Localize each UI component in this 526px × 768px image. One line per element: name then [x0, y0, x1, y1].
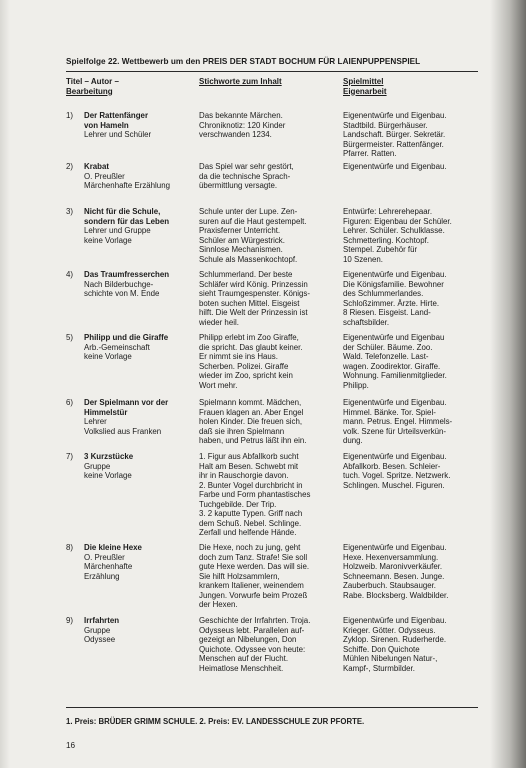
entry-notes-line: wieder heil.	[199, 317, 239, 327]
prize-footer: 1. Preis: BRÜDER GRIMM SCHULE. 2. Preis: EV. LANDESSCHULE ZUR PFORTE.	[66, 717, 365, 726]
entry-means-line: mann. Petrus. Engel. Himmels-	[343, 417, 453, 426]
entry-means-line: Krieger. Götter. Odysseus.	[343, 625, 436, 635]
entry-notes-line: Halt am Besen. Schwebt mit	[199, 461, 299, 471]
entry-means-line: Hexe. Hexenversammlung.	[343, 552, 439, 562]
entry-means-line: Eigenentwürfe und Eigenbau.	[343, 452, 447, 461]
entry-title-line: Das Traumfresserchen	[84, 270, 170, 279]
entry-notes	[199, 333, 337, 390]
entry-notes-line: übermittlung versagte.	[199, 181, 278, 190]
entry-notes	[199, 270, 337, 327]
entry-means-line: dung.	[343, 436, 363, 445]
entry-means-line: Philipp.	[343, 380, 369, 390]
entry-notes-line: suren auf die Haut gestempelt.	[199, 216, 307, 226]
entry-notes-line: Tuchgebilde. Der Trip.	[199, 499, 277, 509]
entry-notes-line: Das Spiel war sehr gestört,	[199, 162, 294, 171]
entry-author-line: Märchenhafte Erzählung	[84, 181, 170, 190]
entry-notes-line: da die technische Sprach-	[199, 171, 291, 181]
entry-notes-line: Geschichte der Irrfahrten. Troja.	[199, 616, 311, 625]
entry-title-author	[84, 111, 199, 140]
entry-means-line: Bürgermeister. Rattenfänger.	[343, 139, 444, 149]
entry-notes-line: boten suchen Mittel. Eisgeist	[199, 298, 300, 308]
page-number: 16	[66, 741, 76, 750]
entry-notes-line: Chroniknotiz: 120 Kinder	[199, 120, 286, 130]
entry-means-line: Mühlen Nibelungen Natur-,	[343, 654, 438, 663]
entry-means-line: Stadtbild. Bürgerhäuser.	[343, 120, 428, 130]
entry-notes-line: Odysseus lebt. Parallelen auf-	[199, 625, 305, 635]
entry-notes-line: dem Schuß. Nebel. Schlinge.	[199, 518, 302, 528]
entry-notes-line: daß sie ihren Spielmann	[199, 426, 285, 436]
entry-notes	[199, 111, 337, 140]
entry-notes-line: Praxisferner Unterricht.	[199, 226, 281, 235]
column-header-title-line1: Titel – Autor –	[66, 77, 119, 86]
entry-notes-line: 2. Bunter Vogel durchbricht in	[199, 480, 303, 490]
entry-title-line: sondern für das Leben	[84, 216, 170, 226]
entry-means-line: schaftsbilder.	[343, 317, 390, 327]
entry-author-line: Arb.-Gemeinschaft	[84, 342, 150, 352]
entry-means	[343, 270, 479, 327]
entry-notes-line: Zerfall und helfende Hände.	[199, 528, 297, 537]
entry-means-line: Stempel. Zubehör für	[343, 245, 418, 254]
entry-notes-line: gute Hexe werden. Das will sie.	[199, 562, 310, 571]
entry-author-line: O. Preußler	[84, 171, 125, 181]
entry-notes-line: die spricht. Das glaubt keiner.	[199, 342, 303, 352]
entry-notes-line: 1. Figur aus Abfallkorb sucht	[199, 452, 299, 461]
entry-means-line: Zauberbuch. Staubsauger.	[343, 581, 436, 590]
entry-notes-line: Scherben. Polizei. Giraffe	[199, 361, 289, 371]
entry-means	[343, 543, 479, 600]
entry-number: 3)	[66, 207, 74, 216]
entry-title-author	[84, 543, 199, 581]
entry-means-line: Holzweib. Maronivverkäufer.	[343, 562, 443, 571]
entry-means-line: Schmetterling. Kochtopf.	[343, 235, 429, 245]
entry-title-author	[84, 270, 199, 299]
heading-rule	[66, 71, 478, 72]
entry-author-line: keine Vorlage	[84, 235, 132, 245]
entry-notes-line: Menschen auf der Flucht.	[199, 654, 289, 663]
entry-notes-line: gezeigt an Nibelungen, Don	[199, 635, 297, 644]
entry-author-line: Odyssee	[84, 635, 116, 644]
entry-notes-line: wieder im Zoo, spricht kein	[199, 371, 293, 380]
entry-notes	[199, 162, 337, 191]
entry-means-line: Rabe. Blocksberg. Waldbilder.	[343, 590, 449, 600]
entry-notes-line: Schüler am Würgestrick.	[199, 235, 285, 245]
entry-means-line: Himmel. Bänke. Tor. Spiel-	[343, 407, 436, 417]
entry-number: 7)	[66, 452, 74, 461]
column-header-means-line1: Spielmittel	[343, 77, 384, 86]
entry-title-line: von Hameln	[84, 120, 129, 130]
entry-notes-line: der Hexen.	[199, 600, 238, 609]
entry-title-author	[84, 452, 199, 481]
entry-means-line: Eigenentwürfe und Eigenbau.	[343, 162, 447, 171]
entry-notes-line: Jungen. Vorwurfe beim Prozeß	[199, 590, 308, 600]
entry-means-line: Eigenentwürfe und Eigenbau.	[343, 616, 447, 625]
entry-means-line: Kampf-, Sturmbilder.	[343, 663, 415, 673]
entry-means-line: Figuren: Eigenbau der Schüler.	[343, 216, 452, 226]
entry-means-line: Schlingen. Muschel. Figuren.	[343, 480, 445, 490]
entry-title-line: Der Spielmann vor der	[84, 398, 169, 407]
entry-means	[343, 162, 479, 172]
entry-notes-line: ihr in Rauschorgie davon.	[199, 471, 289, 480]
entry-notes-line: Schlummerland. Der beste	[199, 270, 293, 279]
entry-means-line: der Schüler. Bäume. Zoo.	[343, 342, 433, 352]
entry-notes-line: Sie hilft Holzsammlern,	[199, 571, 280, 581]
entry-number: 8)	[66, 543, 74, 552]
entry-means-line: Eigenentwürfe und Eigenbau.	[343, 270, 447, 279]
entry-notes-line: Die Hexe, noch zu jung, geht	[199, 543, 301, 552]
entry-notes	[199, 543, 337, 610]
entry-number: 6)	[66, 398, 74, 407]
entry-means	[343, 398, 479, 446]
entry-means-line: Eigenentwürfe und Eigenbau.	[343, 111, 447, 120]
entry-notes-line: Philipp erlebt im Zoo Giraffe,	[199, 333, 299, 342]
entry-title-author	[84, 207, 199, 245]
entry-title-author	[84, 398, 199, 436]
entry-notes-line: Schule unter der Lupe. Zen-	[199, 207, 298, 216]
entry-notes-line: holen Kinder. Die freuen sich,	[199, 417, 303, 426]
entry-notes-line: Sinnlose Mechanismen.	[199, 245, 283, 254]
entry-means-line: Entwürfe: Lehrerehepaar.	[343, 207, 433, 216]
entry-means-line: Lehrer. Schüler. Schulklasse.	[343, 226, 445, 235]
entry-means-line: Pfarrer. Ratten.	[343, 149, 397, 158]
entry-notes-line: Schule als Massenkochtopf.	[199, 254, 298, 264]
entry-notes-line: Frauen klagen an. Aber Engel	[199, 407, 304, 417]
entry-means-line: Landschaft. Bürger. Sekretär.	[343, 130, 446, 139]
entry-title-line: Irrfahrten	[84, 616, 120, 625]
entry-title-line: Die kleine Hexe	[84, 543, 142, 552]
entry-notes-line: Wort mehr.	[199, 380, 238, 390]
entry-means-line: Eigenentwürfe und Eigenbau.	[343, 543, 447, 552]
entry-number: 4)	[66, 270, 74, 279]
entry-means-line: 8 Riesen. Eisgeist. Land-	[343, 308, 431, 317]
entry-notes	[199, 207, 337, 264]
entry-author-line: Lehrer und Schüler	[84, 130, 152, 139]
column-header-title-line2: Bearbeitung	[66, 86, 113, 96]
entry-notes-line: hilft. Die Welt der Prinzessin ist	[199, 308, 308, 317]
entry-means-line: volk. Szene für Urteilsverkün-	[343, 426, 447, 436]
entry-author-line: Erzählung	[84, 571, 120, 581]
column-header-means	[343, 77, 478, 96]
entry-means-line: Schloßzimmer. Ärzte. Hirte.	[343, 298, 440, 308]
entry-notes	[199, 398, 337, 446]
entry-title-line: Nicht für die Schule,	[84, 207, 161, 216]
entry-means-line: wagen. Zoodirektor. Giraffe.	[343, 361, 441, 371]
page-gutter-shadow	[0, 0, 10, 768]
entry-notes-line: krankem Italiener, weinendem	[199, 581, 304, 590]
entry-means-line: Wald. Telefonzelle. Last-	[343, 352, 429, 361]
entry-means	[343, 452, 479, 490]
entry-notes-line: Farbe und Form phantastisches	[199, 490, 311, 499]
entry-means	[343, 333, 479, 390]
entry-notes-line: sieht Traumgespenster. Königs-	[199, 289, 310, 298]
entry-notes	[199, 452, 337, 538]
column-header-means-line2: Eigenarbeit	[343, 86, 387, 96]
entry-notes-line: Quichote. Odyssee von heute:	[199, 644, 306, 654]
entry-number: 1)	[66, 111, 74, 120]
entry-means	[343, 207, 479, 264]
entry-means-line: Wohnung. Familienmitglieder.	[343, 371, 447, 380]
entry-notes-line: Schläfer wird König. Prinzessin	[199, 279, 308, 289]
entry-number: 5)	[66, 333, 74, 342]
entry-means	[343, 111, 479, 159]
entry-title-line: Krabat	[84, 162, 109, 171]
entry-means-line: Eigenentwürfe und Eigenbau.	[343, 398, 447, 407]
page-heading: Spielfolge 22. Wettbewerb um den PREIS DER STADT BOCHUM FÜR LAIENPUPPENSPIEL	[66, 57, 421, 66]
entry-author-line: Gruppe	[84, 461, 111, 471]
entry-notes-line: verschwanden 1234.	[199, 130, 272, 139]
entry-notes-line: haben, und Petrus läßt ihn ein.	[199, 436, 307, 445]
entry-title-author	[84, 616, 199, 645]
entry-author-line: O. Preußler	[84, 552, 125, 562]
entry-means	[343, 616, 479, 673]
entry-title-line: Himmelstür	[84, 407, 128, 417]
entry-author-line: Märchenhafte	[84, 562, 133, 571]
footer-rule	[66, 707, 478, 708]
entry-author-line: Gruppe	[84, 625, 111, 635]
entry-notes-line: Spielmann kommt. Mädchen,	[199, 398, 302, 407]
entry-notes-line: Heimatlose Menschheit.	[199, 663, 284, 673]
column-header-notes-label: Stichworte zum Inhalt	[199, 77, 282, 86]
column-header-title	[66, 77, 191, 96]
entry-means-line: Die Königsfamilie. Bewohner	[343, 279, 444, 289]
entry-title-line: Philipp und die Giraffe	[84, 333, 169, 342]
entry-title-line: Der Rattenfänger	[84, 111, 149, 120]
entry-author-line: schichte von M. Ende	[84, 289, 160, 298]
entry-title-author	[84, 333, 199, 362]
entry-author-line: Lehrer	[84, 417, 107, 426]
entry-title-author	[84, 162, 199, 191]
entry-means-line: Abfallkorb. Besen. Schleier-	[343, 461, 441, 471]
page-edge-shadow	[490, 0, 526, 768]
entry-author-line: Volkslied aus Franken	[84, 426, 162, 436]
entry-means-line: Zyklop. Sirenen. Ruderherde.	[343, 635, 447, 644]
entry-notes-line: Er nimmt sie ins Haus.	[199, 352, 278, 361]
entry-author-line: keine Vorlage	[84, 471, 132, 480]
entry-means-line: Schneemann. Besen. Junge.	[343, 571, 445, 581]
entry-means-line: 10 Szenen.	[343, 254, 383, 264]
entry-author-line: Nach Bilderbuchge-	[84, 279, 154, 289]
entry-number: 9)	[66, 616, 74, 625]
entry-author-line: keine Vorlage	[84, 352, 132, 361]
entry-notes-line: Das bekannte Märchen.	[199, 111, 283, 120]
entry-title-line: 3 Kurzstücke	[84, 452, 134, 461]
column-header-notes	[199, 77, 339, 87]
entry-means-line: tuch. Vogel. Spritze. Netzwerk.	[343, 471, 451, 480]
entry-number: 2)	[66, 162, 74, 171]
entry-means-line: Eigenentwürfe und Eigenbau	[343, 333, 445, 342]
entry-notes-line: 3. 2 kaputte Typen. Griff nach	[199, 509, 303, 518]
entry-notes	[199, 616, 337, 673]
entry-author-line: Lehrer und Gruppe	[84, 226, 151, 235]
entry-means-line: Schiffe. Don Quichote	[343, 644, 420, 654]
entry-means-line: des Schlummerlandes.	[343, 289, 424, 298]
entry-notes-line: doch zum Tanz. Strafe! Sie soll	[199, 552, 308, 562]
